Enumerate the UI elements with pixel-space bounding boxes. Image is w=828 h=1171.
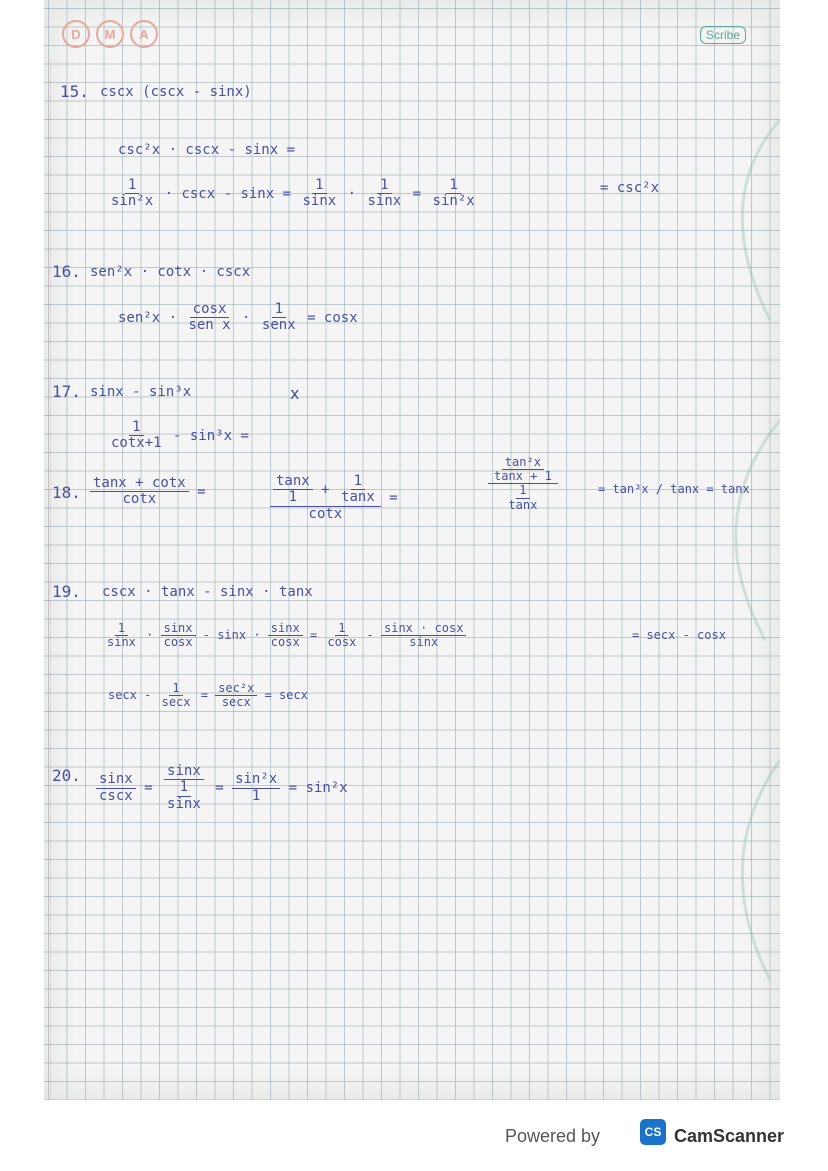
problem-17-number: 17. (52, 382, 81, 401)
problem-15-result: = csc²x (600, 180, 660, 196)
problem-18-lhs: $\frac{\tan x + \cot x}{\cot x}$ = (90, 476, 206, 508)
problem-18-middle: $\frac{\tan x}{1}$ + $\frac{1}{\tan x}$ cotx = (270, 474, 398, 522)
notebook-page (44, 0, 780, 1100)
camscanner-brand: CamScanner (674, 1126, 785, 1146)
problem-18-result: = tan³x / tanx = tanx (598, 482, 750, 496)
logo-letter-a: A (130, 20, 158, 48)
problem-17-statement: sinx - sin³x (90, 384, 192, 400)
scribe-badge: Scribe (700, 26, 746, 44)
problem-16-number: 16. (52, 262, 81, 281)
problem-15-step1: csc²x · cscx - sinx = (118, 142, 296, 158)
problem-19-step2: secx - $\frac{1}{\sec x}$ = $\frac{\text{sec²x}}{\sec x}$ = secx (108, 681, 308, 710)
problem-15-step2: $\frac{1}{\text{sin²x}}$ · cscx - sinx = $\frac{1}{\sin x}$ · $\frac{1}{\sin x}$ = $\frac{1}{\text{sin²x}}$ (111, 177, 475, 210)
header-logo (62, 20, 158, 48)
problem-19-statement: cscx · tanx - sinx · tanx (102, 584, 313, 600)
powered-by-label: Powered by (505, 1126, 601, 1146)
problem-20-number: 20. (52, 766, 81, 785)
problem-19-step1: $\frac{1}{\sin x}$ · $\frac{\sin x}{\cos x}$ - sinx · $\frac{\sin x}{\cos x}$ = $\frac{1}{\cos x}$ - $\frac{\sin x \cdot \cos x}{\sin x}$ (104, 622, 466, 649)
problem-15-statement: cscx (cscx - sinx) (100, 84, 252, 100)
problem-19-result: = secx - cosx (632, 628, 726, 642)
logo-letter-m: M (96, 20, 124, 48)
leaf-decoration-icon (670, 0, 780, 1100)
problem-15-number: 15. (60, 82, 89, 101)
problem-17-step1: $\frac{1}{\cot x+1}$ - sin³x = (111, 419, 249, 452)
problem-20-work: $\frac{\sin x}{\csc x}$ = $\frac{\sin x}{\frac{1}{\sin x}}$ = $\frac{\text{sin²x}}{1}$ = sin²x (96, 764, 348, 812)
camscanner-logo-icon: CS (640, 1119, 666, 1145)
problem-18-stacked: $\frac{\frac{\text{tan²x}}{\tan x + 1}}{\frac{1}{\tan x}}$ (488, 456, 558, 512)
problem-19-number: 19. (52, 582, 81, 601)
logo-letter-d: D (62, 20, 90, 48)
problem-16-step1: sen²x · $\frac{\cos x}{\text{sen x}}$ · $\frac{1}{\text{senx}}$ = cosx (118, 301, 358, 334)
problem-16-statement: sen²x · cotx · cscx (90, 264, 251, 280)
problem-17-cross-mark: x (290, 384, 300, 403)
margin-line (50, 60, 51, 1100)
problem-18-number: 18. (52, 483, 81, 502)
